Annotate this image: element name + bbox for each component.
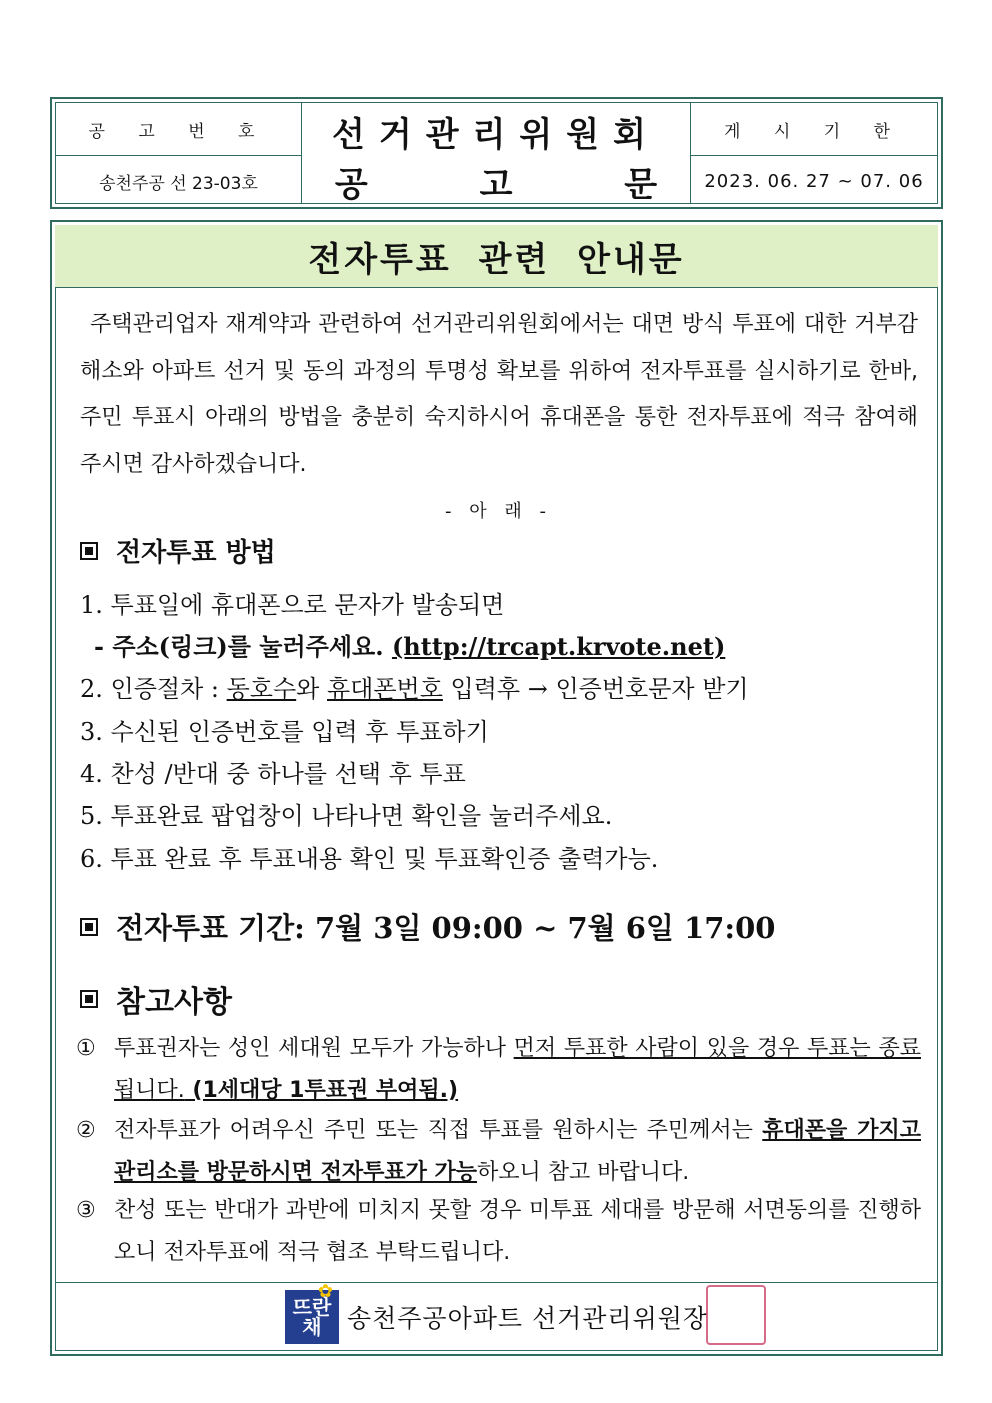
- committee-title: 선거관리위원회: [332, 114, 660, 155]
- note-3: [76, 1190, 921, 1274]
- note-2-text: 전자투표가 어려우신 주민 또는 직접 투표를 원하시는 주민께서는: [114, 1118, 763, 1143]
- method-step-6: 6. 투표 완료 후 투표내용 확인 및 투표확인증 출력가능.: [80, 845, 659, 873]
- note-1-text: 투표권자는 성인 세대원 모두가 가능하나: [114, 1036, 514, 1061]
- method-step-1-sub: [94, 627, 725, 662]
- note-number: ①: [76, 1036, 96, 1061]
- note-2-tail: 하오니 참고 바랍니다.: [477, 1160, 690, 1185]
- method-step-5: 5. 투표완료 팝업창이 나타나면 확인을 눌러주세요.: [80, 802, 613, 830]
- intro-paragraph: 주택관리업자 재계약과 관련하여 선거관리위원회에서는 대면 방식 투표에 대한 거부감 해소와 아파트 선거 및 동의 과정의 투명성 확보를 위하여 전자투표를 실시하기로 한바, 주민 투표시 아래의 방법을 충분히 숙지하시어 휴대폰을 통한 전자투표에 적극 참여해 주시면 감사하겠습니다.: [80, 312, 918, 477]
- flower-icon: ✿: [317, 1281, 333, 1302]
- apartment-logo: [285, 1281, 339, 1344]
- method-step-1: 1. 투표일에 휴대폰으로 문자가 발송되면: [80, 591, 505, 619]
- notice-header: [50, 97, 943, 209]
- period-heading-text: 전자투표 기간: 7월 3일 09:00 ~ 7월 6일 17:00: [116, 911, 776, 945]
- posting-period: 2023. 06. 27 ~ 07. 06: [704, 171, 924, 192]
- note-2-emphasis: 휴대폰을 가지고 관리소를 방문하시면 전자투표가 가능: [114, 1118, 921, 1185]
- notice-body: [50, 220, 943, 1356]
- signature-footer: [55, 1282, 938, 1351]
- note-number: ③: [76, 1198, 96, 1223]
- header-inner-border: [55, 102, 938, 204]
- vote-site-link[interactable]: (http://trcapt.krvote.net): [391, 632, 726, 661]
- square-bullet-icon: [80, 990, 98, 1008]
- notes-heading-text: 참고사항: [116, 985, 232, 1020]
- notice-number-label: 공 고 번 호: [88, 121, 269, 142]
- method-step-3: 3. 수신된 인증번호를 입력 후 투표하기: [80, 718, 489, 746]
- posting-period-label: 게 시 기 한: [724, 121, 904, 142]
- notes-heading: [80, 977, 232, 1021]
- below-marker: - 아 래 -: [445, 501, 552, 522]
- square-bullet-icon: [80, 542, 98, 560]
- official-seal: [706, 1285, 766, 1345]
- logo-text-2: 채: [302, 1315, 322, 1339]
- method-heading-text: 전자투표 방법: [116, 538, 276, 568]
- step-2-prefix: 2. 인증절차 :: [80, 675, 227, 703]
- step-2-suffix: 입력후 → 인증번호문자 받기: [442, 675, 749, 703]
- method-step-1-instruction: - 주소(링크)를 눌러주세요.: [94, 632, 384, 661]
- square-bullet-icon: [80, 918, 98, 936]
- logo-text-1: 뜨란: [292, 1295, 332, 1319]
- phone-number-term: 휴대폰번호: [327, 675, 443, 703]
- method-step-2: [80, 669, 749, 704]
- note-2: [76, 1110, 921, 1194]
- note-1-emphasis: 먼저 투표한 사람이 있을 경우 투표는 종료 됩니다.: [114, 1036, 921, 1103]
- method-step-4: 4. 찬성 /반대 중 하나를 선택 후 투표: [80, 760, 466, 788]
- note-1-bold: (1세대당 1투표권 부여됨.): [184, 1078, 459, 1103]
- note-3-text: 찬성 또는 반대가 과반에 미치지 못할 경우 미투표 세대를 방문해 서면동의를 진행하오니 전자투표에 적극 협조 부탁드립니다.: [114, 1198, 921, 1265]
- document-title: 전자투표 관련 안내문: [55, 225, 938, 288]
- notice-number: 송천주공 선 23-03호: [99, 174, 258, 194]
- step-2-conj: 와: [296, 675, 327, 703]
- note-1: [76, 1028, 921, 1112]
- period-heading: [80, 906, 775, 947]
- signatory-text: 송천주공아파트 선거관리위원장: [346, 1304, 709, 1333]
- unit-number-term: 동호수: [226, 675, 297, 703]
- method-heading: [80, 532, 276, 569]
- notice-title: 공 고 문: [334, 164, 658, 205]
- signatory: [347, 1299, 708, 1335]
- note-number: ②: [76, 1118, 96, 1143]
